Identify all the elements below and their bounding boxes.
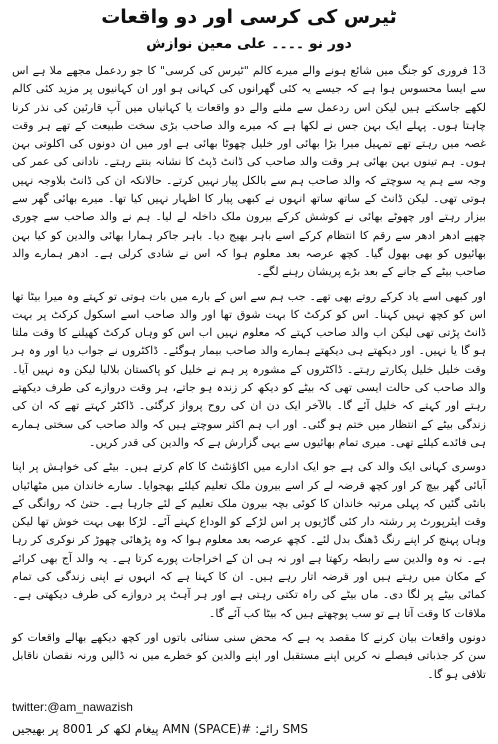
twitter-handle: twitter:@am_nawazish bbox=[12, 700, 133, 714]
article-byline: دور نو ۔۔۔۔ علی معین نوازش bbox=[146, 36, 352, 52]
article-paragraph: اور کبھی اسے یاد کرکے روتے بھی تھے۔ جب ہم سے اس کے بارے میں بات ہوتی تو کہتے وہ میرا بیٹا تھا اس کو کچھ نہیں کہنا۔ اس کو کرکٹ کا بہت شوق تھا اور والد صاحب اسے اسکول کرکٹ پر بہت ڈانٹ پڑتی تھی لیکن اب والد صاحب کہتے کہ معلوم نہیں اب اس کو وہاں کرکٹ کھیلنے کا وقت ملتا ہو گا یا نہیں۔ اور دیکھتے ہی دیکھتے ہمارے والد صاحب بیمار ہوگئے۔ ڈاکٹروں نے جواب دیا اور وہ ہر وقت خلیل خلیل پکارتے رہتے۔ ڈاکٹروں کے مشورہ پر ہم نے خلیل کو پاکستان بلالیا لیکن وہ نہیں آیا۔ والد صاحب کی حالت ایسی تھی کہ بیٹے کو دیکھ کر زندہ ہو جاتے، ہر وقت دروازے کی طرف دیکھتے رہتے اور کہتے کہ خلیل آئے گا۔ بالآخر ایک دن ان کی روح پرواز کرگئی۔ ڈاکٹر کہتے تھے کہ ان کی زندگی بیٹے کے انتظار میں ختم ہو گئی۔ اور اب ہم اکثر سوچتے ہیں کہ والد صاحب کی سختی ہمارے ہی فائدے کیلئے تھی۔ میری تمام بھائیوں سے یہی گزارش ہے کہ والدین کی قدر کریں۔ bbox=[12, 289, 486, 449]
sms-feedback: SMS رائے: #AMN (SPACE) پیغام لکھ کر 8001 پر بھیجیں bbox=[12, 722, 309, 736]
article-paragraph: دونوں واقعات بیان کرنے کا مقصد یہ ہے کہ محض سنی سنائی باتوں اور کچھ دیکھے بھالے واقعات کو سن کر جذباتی فیصلے نہ کریں اپنے مستقبل اور اپنے والدین کو خطرے میں نہ ڈالیں ورنہ نقصان ناقابل تلافی ہو گا۔ bbox=[12, 630, 486, 681]
article-body bbox=[12, 62, 486, 690]
article-paragraph: دوسری کہانی ایک والد کی ہے جو ایک ادارے میں اکاؤنٹنٹ کا کام کرتے ہیں۔ بیٹے کی خواہش پر اپنا آبائی گھر بیچ کر اور کچھ قرضہ لے کر اسے بیرون ملک تعلیم کیلئے بھجوایا۔ سارے خاندان میں مٹھائیاں بانٹی گئیں کہ پہلی مرتبہ خاندان کا کوئی بچہ بیرون ملک تعلیم کے لئے جارہا ہے۔ حتیٰ کہ روانگی کے وقت ایئرپورٹ پر رشتہ دار کئی گاڑیوں پر اس لڑکے کو الوداع کہنے آئے۔ لڑکا بھی بہت خوش تھا لیکن وہاں پہنچ کر اپنے رنگ ڈھنگ بدل لئے۔ کچھ عرصہ بعد معلوم ہوا کہ وہ پڑھائی چھوڑ کر نوکری کر رہا ہے۔ نہ وہ والدین سے رابطہ رکھتا ہے اور نہ ہی ان کے اخراجات پورے کرتا ہے۔ یہ والد آج بھی کرائے کے مکان میں رہتے ہیں اور قرضہ اتار رہے ہیں۔ ان کا کہنا ہے کہ انہوں نے اپنی زندگی کی تمام کمائی بیٹے پر لگا دی۔ ماں بیٹے کی راہ تکتی رہتی ہے اور ہر آہٹ پر دروازے کی طرف دیکھتی ہے۔ ملاقات کا وقت آتا ہے تو سب پوچھتے ہیں کہ بیٹا کب آئے گا۔ bbox=[12, 460, 486, 620]
article-paragraph: 13 فروری کو جنگ میں شائع ہونے والے میرے کالم "ٹیرس کی کرسی" کا جو ردعمل مجھے ملا ہے اس سے ایسا محسوس ہوا ہے کہ جیسے یہ کئی گھرانوں کی کہانی ہو اور ان کہانیوں پر مزید کئی کالم لکھے جاسکتے ہیں لیکن اس ردعمل سے ملنے والے دو واقعات یا کہانیاں میں آپ قارئین کی نذر کرنا چاہتا ہوں۔ پہلے ایک بہن جس نے لکھا ہے کہ میرے والد صاحب بڑی سخت طبیعت کے تھے ہر وقت غصہ میں رہتے تھے تمہیل میرا بڑا بھائی اور خلیل چھوٹا بھائی ہے اور میں ان دونوں کی اکلوتی بہن ہوں۔ ہم تینوں بہن بھائی ہر وقت والد صاحب کی ڈانٹ ڈپٹ کا نشانہ بنتے رہتے۔ نادانی کی عمر کی وجہ سے ہم یہ سوچتے کہ والد صاحب ہم سے بالکل پیار نہیں کرتے۔ حالانکہ ان کی ڈانٹ بلاوجہ نہیں ہوتی تھی۔ لیکن ڈانٹ کے ساتھ ساتھ انہوں نے کبھی پیار کا اظہار نہیں کیا تھا۔ میرے بھائی گھر سے بیزار رہتے اور چھوٹے بھائی نے کوشش کرکے بیرون ملک داخلہ لے لیا۔ ہم نے والد صاحب سے چوری چھپے ادھر ادھر سے رقم کا انتظام کرکے اسے باہر بھیج دیا۔ باہر جاکر ہمارا بھائی والدین کو کیا بہن بھائیوں کو بھی بھول گیا۔ کچھ عرصہ بعد معلوم ہوا کہ اس نے شادی کرلی ہے۔ ادھر ہمارے والد صاحب بیٹے کے جانے کے بعد بڑے پریشان رہنے لگے۔ bbox=[12, 64, 486, 279]
article-title: ٹیرس کی کرسی اور دو واقعات bbox=[101, 6, 397, 28]
